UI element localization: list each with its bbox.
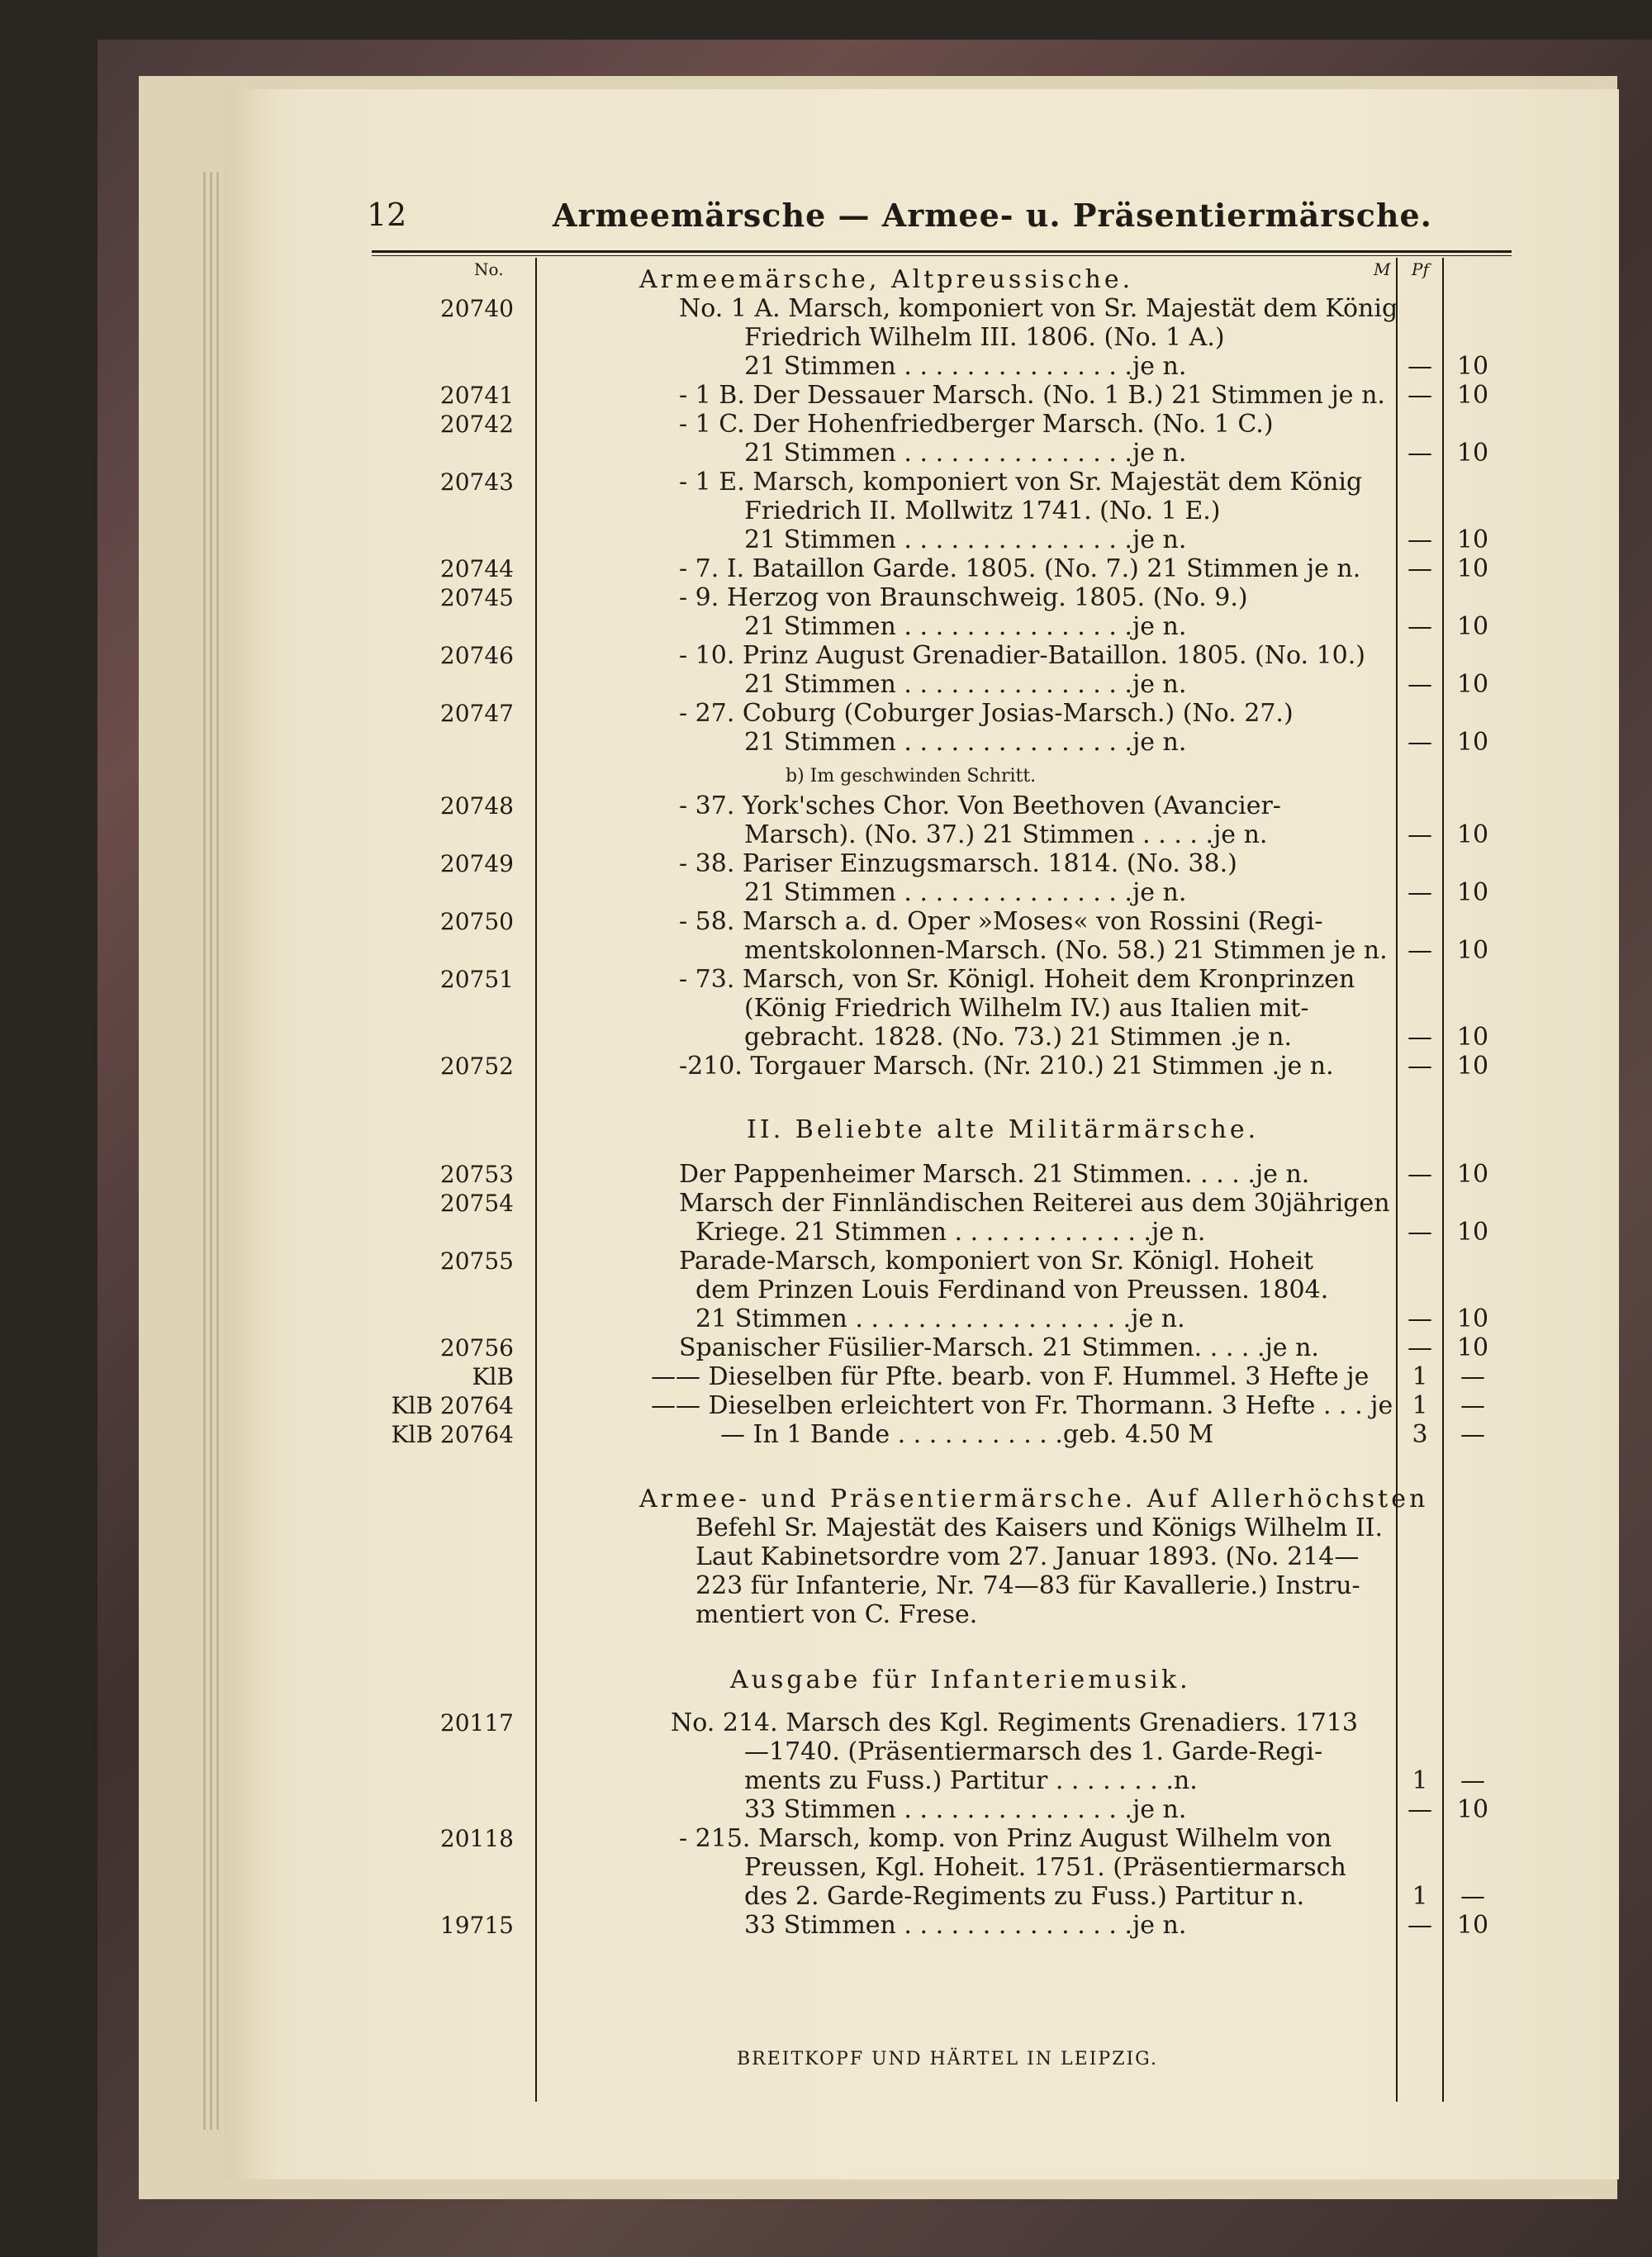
entry-text: —— Dieselben erleichtert von Fr. Thormann. 3 Hefte . . . je: [651, 1391, 1393, 1420]
price-mark: —: [1408, 352, 1432, 381]
publisher-footer: BREITKOPF UND HÄRTEL IN LEIPZIG.: [737, 2049, 1158, 2069]
price-mark: 1: [1412, 1766, 1428, 1795]
entry-text: Marsch). (No. 37.) 21 Stimmen . . . . .je n.: [744, 820, 1268, 849]
entry-text: Friedrich II. Mollwitz 1741. (No. 1 E.): [744, 497, 1221, 525]
entry-text: — In 1 Bande . . . . . . . . . . .geb. 4.50 M: [720, 1420, 1214, 1449]
entry-text: Laut Kabinetsordre vom 27. Januar 1893. (No. 214—: [695, 1542, 1360, 1571]
price-pfennig: 10: [1456, 728, 1489, 757]
entry-number: 20743: [439, 468, 514, 496]
price-pfennig: —: [1460, 1420, 1485, 1449]
entry-text: gebracht. 1828. (No. 73.) 21 Stimmen .je n.: [744, 1023, 1292, 1052]
entry-number: 20753: [439, 1161, 514, 1188]
price-mark: —: [1408, 1795, 1432, 1824]
entry-text: - 58. Marsch a. d. Oper »Moses« von Rossini (Regi-: [679, 907, 1323, 936]
entry-number: 20756: [439, 1334, 514, 1361]
price-mark: —: [1408, 1160, 1432, 1189]
entry-number: 20744: [439, 555, 514, 582]
entry-number: 20747: [439, 700, 514, 727]
price-mark: 1: [1412, 1362, 1428, 1391]
price-pfennig: 10: [1456, 1218, 1489, 1247]
entry-text: Der Pappenheimer Marsch. 21 Stimmen. . . . .je n.: [679, 1160, 1310, 1189]
price-mark: —: [1408, 878, 1432, 907]
entry-number: 20741: [439, 382, 514, 409]
price-pfennig: 10: [1456, 1795, 1489, 1824]
entry-text: des 2. Garde-Regiments zu Fuss.) Partitur n.: [744, 1882, 1305, 1911]
entry-text: - 9. Herzog von Braunschweig. 1805. (No. 9.): [679, 583, 1248, 612]
entry-text: b) Im geschwinden Schritt.: [786, 766, 1037, 786]
entry-text: 21 Stimmen . . . . . . . . . . . . . . . . . .je n.: [695, 1304, 1185, 1333]
catalog-page: [225, 89, 1619, 2179]
entry-text: No. 214. Marsch des Kgl. Regiments Grenadiers. 1713: [671, 1708, 1358, 1737]
price-pfennig: 10: [1456, 612, 1489, 641]
price-pfennig: 10: [1456, 878, 1489, 907]
entry-text: Kriege. 21 Stimmen . . . . . . . . . . . . .je n.: [695, 1218, 1206, 1247]
entry-text: —1740. (Präsentiermarsch des 1. Garde-Regi-: [744, 1737, 1323, 1766]
price-pfennig: —: [1460, 1362, 1485, 1391]
price-mark: —: [1408, 936, 1432, 965]
page-edge: [210, 172, 212, 2130]
price-pfennig: —: [1460, 1766, 1485, 1795]
entry-text: Ausgabe für Infanteriemusik.: [730, 1665, 1191, 1694]
column-divider-no: [535, 258, 537, 2102]
price-pfennig: 10: [1456, 936, 1489, 965]
price-mark: —: [1408, 728, 1432, 757]
price-mark: —: [1408, 381, 1432, 410]
entry-text: Friedrich Wilhelm III. 1806. (No. 1 A.): [744, 323, 1225, 352]
entry-text: mentskolonnen-Marsch. (No. 58.) 21 Stimmen je n.: [744, 936, 1388, 965]
entry-number: 20749: [439, 850, 514, 877]
price-pfennig: 10: [1456, 1023, 1489, 1052]
entry-text: II. Beliebte alte Militärmärsche.: [747, 1115, 1260, 1144]
price-pfennig: 10: [1456, 554, 1489, 583]
page-edge: [203, 172, 206, 2130]
price-pfennig: 10: [1456, 381, 1489, 410]
column-header-pf: Pf: [1412, 259, 1429, 279]
page-header: [225, 197, 1619, 246]
entry-number: 20117: [439, 1709, 514, 1737]
entry-text: 33 Stimmen . . . . . . . . . . . . . . .je n.: [744, 1911, 1187, 1940]
entry-text: 21 Stimmen . . . . . . . . . . . . . . .je n.: [744, 525, 1187, 554]
price-pfennig: 10: [1456, 1333, 1489, 1362]
entry-number: 20740: [439, 295, 514, 322]
entry-number: 20750: [439, 908, 514, 935]
entry-number: 20751: [439, 966, 514, 993]
price-mark: —: [1408, 1911, 1432, 1940]
entry-text: Befehl Sr. Majestät des Kaisers und Königs Wilhelm II.: [695, 1513, 1384, 1542]
page-edge: [216, 172, 219, 2130]
price-pfennig: 10: [1456, 1052, 1489, 1081]
entry-text: - 37. York'sches Chor. Von Beethoven (Avancier-: [679, 791, 1281, 820]
entry-number: 20118: [439, 1825, 514, 1852]
entry-number: 20752: [439, 1052, 514, 1080]
entry-text: 33 Stimmen . . . . . . . . . . . . . . .je n.: [744, 1795, 1187, 1824]
entry-text: - 27. Coburg (Coburger Josias-Marsch.) (No. 27.): [679, 699, 1294, 728]
entry-text: —— Dieselben für Pfte. bearb. von F. Hummel. 3 Hefte je: [651, 1362, 1370, 1391]
price-mark: —: [1408, 1052, 1432, 1081]
price-pfennig: —: [1460, 1882, 1485, 1911]
entry-number: KlB 20764: [391, 1421, 514, 1448]
price-mark: —: [1408, 612, 1432, 641]
entry-text: - 38. Pariser Einzugsmarsch. 1814. (No. 38.): [679, 849, 1237, 878]
price-pfennig: 10: [1456, 352, 1489, 381]
price-mark: —: [1408, 820, 1432, 849]
entry-text: 223 für Infanterie, Nr. 74—83 für Kavallerie.) Instru-: [695, 1571, 1360, 1600]
entry-number: 20748: [439, 792, 514, 820]
price-mark: —: [1408, 525, 1432, 554]
entry-number: KlB 20764: [391, 1392, 514, 1419]
price-pfennig: 10: [1456, 439, 1489, 468]
entry-text: (König Friedrich Wilhelm IV.) aus Italien mit-: [744, 994, 1309, 1023]
entry-text: Preussen, Kgl. Hoheit. 1751. (Präsentiermarsch: [744, 1853, 1346, 1882]
price-pfennig: 10: [1456, 525, 1489, 554]
entry-text: Armee- und Präsentiermärsche. Auf Allerhöchsten: [639, 1485, 1429, 1513]
entry-text: Armeemärsche, Altpreussische.: [639, 265, 1134, 294]
price-mark: —: [1408, 670, 1432, 699]
price-mark: 3: [1412, 1420, 1428, 1449]
entry-text: - 10. Prinz August Grenadier-Bataillon. 1805. (No. 10.): [679, 641, 1366, 670]
entry-number: KlB: [472, 1363, 514, 1390]
entry-text: - 7. I. Bataillon Garde. 1805. (No. 7.) 21 Stimmen je n.: [679, 554, 1361, 583]
price-mark: —: [1408, 1304, 1432, 1333]
running-title: Armeemärsche — Armee- u. Präsentiermärsche.: [553, 197, 1432, 234]
entry-text: ments zu Fuss.) Partitur . . . . . . . .n.: [744, 1766, 1198, 1795]
entry-text: - 1 B. Der Dessauer Marsch. (No. 1 B.) 21 Stimmen je n.: [679, 381, 1385, 410]
page-number: 12: [367, 197, 407, 233]
price-pfennig: 10: [1456, 1160, 1489, 1189]
entry-number: 19715: [439, 1912, 514, 1939]
entry-text: - 215. Marsch, komp. von Prinz August Wilhelm von: [679, 1824, 1332, 1853]
entry-text: dem Prinzen Louis Ferdinand von Preussen. 1804.: [695, 1276, 1329, 1304]
price-pfennig: 10: [1456, 670, 1489, 699]
price-pfennig: —: [1460, 1391, 1485, 1420]
entry-text: -210. Torgauer Marsch. (Nr. 210.) 21 Stimmen .je n.: [679, 1052, 1334, 1081]
entry-text: Marsch der Finnländischen Reiterei aus dem 30jährigen: [679, 1189, 1390, 1218]
price-mark: —: [1408, 554, 1432, 583]
header-rule-thin: [372, 255, 1512, 256]
price-mark: —: [1408, 1218, 1432, 1247]
entry-number: 20745: [439, 584, 514, 611]
price-mark: —: [1408, 1023, 1432, 1052]
entry-text: mentiert von C. Frese.: [695, 1600, 978, 1629]
entry-number: 20754: [439, 1190, 514, 1217]
entry-number: 20742: [439, 411, 514, 438]
column-header-no: No.: [474, 259, 504, 279]
price-mark: 1: [1412, 1882, 1428, 1911]
column-header-mark: M: [1374, 259, 1391, 279]
entry-text: 21 Stimmen . . . . . . . . . . . . . . .je n.: [744, 728, 1187, 757]
entry-text: Parade-Marsch, komponiert von Sr. Königl. Hoheit: [679, 1247, 1314, 1276]
entry-text: Spanischer Füsilier-Marsch. 21 Stimmen. . . . .je n.: [679, 1333, 1319, 1362]
entry-text: - 73. Marsch, von Sr. Königl. Hoheit dem Kronprinzen: [679, 965, 1355, 994]
price-mark: —: [1408, 1333, 1432, 1362]
price-mark: 1: [1412, 1391, 1428, 1420]
entry-number: 20755: [439, 1247, 514, 1275]
entry-text: No. 1 A. Marsch, komponiert von Sr. Majestät dem König: [679, 294, 1398, 323]
price-pfennig: 10: [1456, 820, 1489, 849]
entry-text: - 1 C. Der Hohenfriedberger Marsch. (No. 1 C.): [679, 410, 1274, 439]
price-mark: —: [1408, 439, 1432, 468]
price-pfennig: 10: [1456, 1304, 1489, 1333]
header-rule: [372, 250, 1512, 253]
entry-text: - 1 E. Marsch, komponiert von Sr. Majestät dem König: [679, 468, 1363, 497]
entry-text: 21 Stimmen . . . . . . . . . . . . . . .je n.: [744, 439, 1187, 468]
entry-text: 21 Stimmen . . . . . . . . . . . . . . .je n.: [744, 612, 1187, 641]
entry-text: 21 Stimmen . . . . . . . . . . . . . . .je n.: [744, 670, 1187, 699]
entry-number: 20746: [439, 642, 514, 669]
price-pfennig: 10: [1456, 1911, 1489, 1940]
entry-text: 21 Stimmen . . . . . . . . . . . . . . .je n.: [744, 352, 1187, 381]
entry-text: 21 Stimmen . . . . . . . . . . . . . . .je n.: [744, 878, 1187, 907]
